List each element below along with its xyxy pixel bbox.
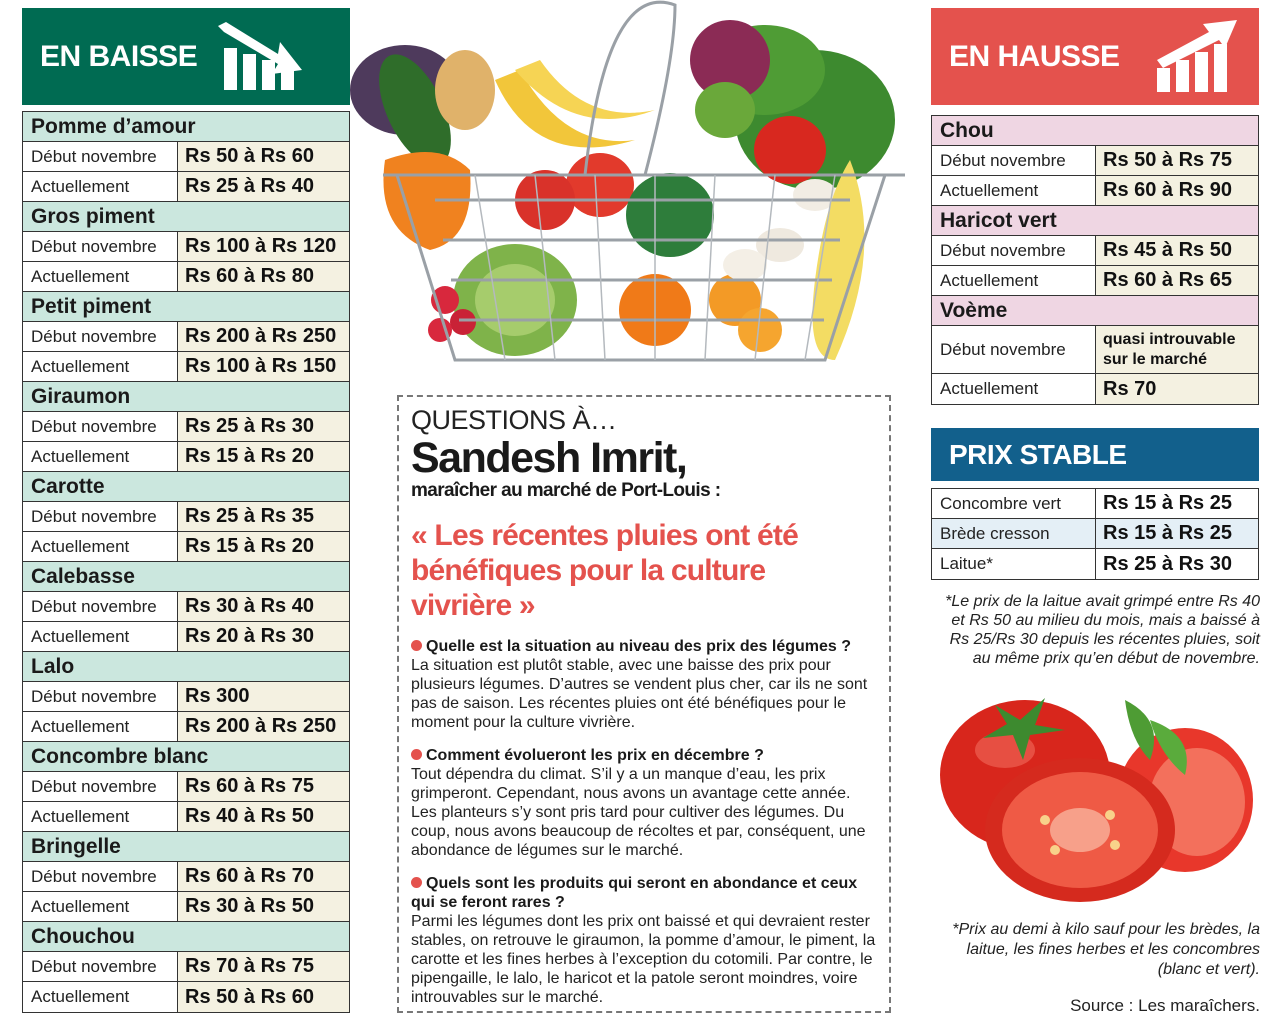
price-value: Rs 200 à Rs 250 (178, 712, 349, 741)
stable-price-table (931, 488, 1259, 580)
product-name: Petit piment (23, 292, 349, 321)
row-label: Actuellement (23, 802, 178, 831)
price-value: Rs 60 à Rs 70 (178, 862, 349, 891)
price-value: Rs 60 à Rs 75 (178, 772, 349, 801)
trend-up-bars-icon (1153, 18, 1245, 94)
hausse-price-table (931, 115, 1259, 405)
prix-stable-header (931, 428, 1259, 481)
prix-footnote: *Prix au demi à kilo sauf pour les brèdes, la laitue, les fines herbes et les concombres (blanc et vert). (952, 921, 1260, 978)
price-value: Rs 60 à Rs 65 (1096, 266, 1258, 295)
qa-item (411, 637, 877, 732)
product-name: Gros piment (23, 202, 349, 231)
price-value: Rs 100 à Rs 150 (178, 352, 349, 381)
answer-text: Tout dépendra du climat. S’il y a un manque d’eau, les prix grimperont. Cependant, nous avons un avantage cette année. Les planteurs s’y sont pris tard pour cultiver des légumes. Du coup, nous avons beaucoup de récoltes et par, conséquent, une abondance de légumes sur le marché. (411, 766, 866, 859)
row-label: Début novembre (23, 862, 178, 891)
row-label: Début novembre (23, 772, 178, 801)
price-value: Rs 50 à Rs 60 (178, 142, 349, 171)
product-name: Giraumon (23, 382, 349, 411)
product-name: Lalo (23, 652, 349, 681)
baisse-price-table (22, 111, 350, 1013)
price-value: Rs 70 à Rs 75 (178, 952, 349, 981)
price-value: Rs 40 à Rs 50 (178, 802, 349, 831)
product-name: Concombre blanc (23, 742, 349, 771)
vegetable-basket-illustration (345, 0, 905, 380)
en-hausse-title: EN HAUSSE (949, 39, 1120, 73)
row-label: Actuellement (23, 172, 178, 201)
price-value: Rs 30 à Rs 40 (178, 592, 349, 621)
price-value: Rs 50 à Rs 60 (178, 982, 349, 1012)
row-label: Début novembre (23, 412, 178, 441)
price-value: Rs 200 à Rs 250 (178, 322, 349, 351)
interview-box (397, 395, 891, 1013)
price-value: Rs 20 à Rs 30 (178, 622, 349, 651)
answer-text: Parmi les légumes dont les prix ont baissé et qui devraient rester stables, on retrouve le giraumon, la pomme d’amour, le piment, la carotte et les fines herbes à l’exception du cotomili. Par contre, le pipengaille, le lalo, le haricot et la patole seront moindres, voire introuvables sur le marché. (411, 913, 876, 1006)
source-credit: Source : Les maraîchers. (1070, 996, 1260, 1015)
product-name: Brède cresson (932, 519, 1096, 548)
question-text: Comment évolueront les prix en décembre ? (426, 747, 764, 764)
price-value: Rs 25 à Rs 35 (178, 502, 349, 531)
product-name: Concombre vert (932, 489, 1096, 518)
row-label: Actuellement (932, 176, 1096, 205)
row-label: Début novembre (932, 146, 1096, 175)
product-name: Carotte (23, 472, 349, 501)
prix-stable-title: PRIX STABLE (949, 438, 1127, 470)
en-baisse-title: EN BAISSE (40, 39, 198, 73)
trend-down-bars-icon (216, 20, 308, 92)
bullet-dot-icon (411, 640, 422, 651)
interviewee-role: maraîcher au marché de Port-Louis : (411, 480, 721, 501)
question-text: Quelle est la situation au niveau des prix des légumes ? (426, 638, 852, 655)
price-value: Rs 300 (178, 682, 349, 711)
row-label: Début novembre (932, 326, 1096, 373)
row-label: Début novembre (23, 592, 178, 621)
row-label: Début novembre (23, 322, 178, 351)
laitue-footnote: *Le prix de la laitue avait grimpé entre Rs 40 et Rs 50 au milieu du mois, mais a baissé à Rs 25/Rs 30 depuis les récentes pluies, soit au même prix qu’en début de novembre. (945, 593, 1260, 667)
row-label: Actuellement (23, 892, 178, 921)
question-text: Quels sont les produits qui seront en abondance et ceux qui se feront rares ? (411, 875, 858, 911)
price-value: Rs 15 à Rs 20 (178, 442, 349, 471)
price-value: Rs 15 à Rs 20 (178, 532, 349, 561)
price-value: quasi introuvable sur le marché (1096, 326, 1258, 373)
row-label: Actuellement (23, 712, 178, 741)
interview-kicker: QUESTIONS À… (411, 405, 617, 435)
bullet-dot-icon (411, 749, 422, 760)
product-name: Chouchou (23, 922, 349, 951)
row-label: Début novembre (23, 142, 178, 171)
en-baisse-header (22, 8, 350, 105)
qa-item (411, 746, 877, 860)
pull-quote: « Les récentes pluies ont été bénéfiques pour la culture vivrière » (411, 519, 798, 622)
price-value: Rs 15 à Rs 25 (1096, 519, 1258, 548)
interviewee-name: Sandesh Imrit, (411, 434, 687, 482)
tomato-illustration (935, 680, 1265, 920)
price-value: Rs 25 à Rs 30 (1096, 549, 1258, 579)
product-name: Chou (932, 116, 1258, 145)
row-label: Début novembre (23, 502, 178, 531)
product-name: Laitue* (932, 549, 1096, 579)
bullet-dot-icon (411, 877, 422, 888)
row-label: Actuellement (23, 442, 178, 471)
price-value: Rs 60 à Rs 90 (1096, 176, 1258, 205)
product-name: Haricot vert (932, 206, 1258, 235)
row-label: Actuellement (23, 622, 178, 651)
price-value: Rs 25 à Rs 30 (178, 412, 349, 441)
row-label: Début novembre (932, 236, 1096, 265)
qa-item (411, 874, 877, 1007)
price-value: Rs 45 à Rs 50 (1096, 236, 1258, 265)
price-value: Rs 25 à Rs 40 (178, 172, 349, 201)
row-label: Actuellement (23, 352, 178, 381)
product-name: Pomme d’amour (23, 112, 349, 141)
row-label: Actuellement (932, 374, 1096, 404)
product-name: Bringelle (23, 832, 349, 861)
price-value: Rs 70 (1096, 374, 1258, 404)
row-label: Actuellement (23, 982, 178, 1012)
product-name: Calebasse (23, 562, 349, 591)
row-label: Début novembre (23, 682, 178, 711)
row-label: Début novembre (23, 952, 178, 981)
row-label: Actuellement (23, 532, 178, 561)
price-value: Rs 30 à Rs 50 (178, 892, 349, 921)
price-value: Rs 60 à Rs 80 (178, 262, 349, 291)
price-value: Rs 50 à Rs 75 (1096, 146, 1258, 175)
answer-text: La situation est plutôt stable, avec une baisse des prix pour plusieurs légumes. D’autres se vendent plus cher, car ils ne sont pas de saison. Les récentes pluies ont été bénéfiques pour le moment pour la culture vivrière. (411, 657, 868, 731)
row-label: Actuellement (23, 262, 178, 291)
price-value: Rs 15 à Rs 25 (1096, 489, 1258, 518)
row-label: Début novembre (23, 232, 178, 261)
en-hausse-header (931, 8, 1259, 105)
price-value: Rs 100 à Rs 120 (178, 232, 349, 261)
row-label: Actuellement (932, 266, 1096, 295)
product-name: Voème (932, 296, 1258, 325)
